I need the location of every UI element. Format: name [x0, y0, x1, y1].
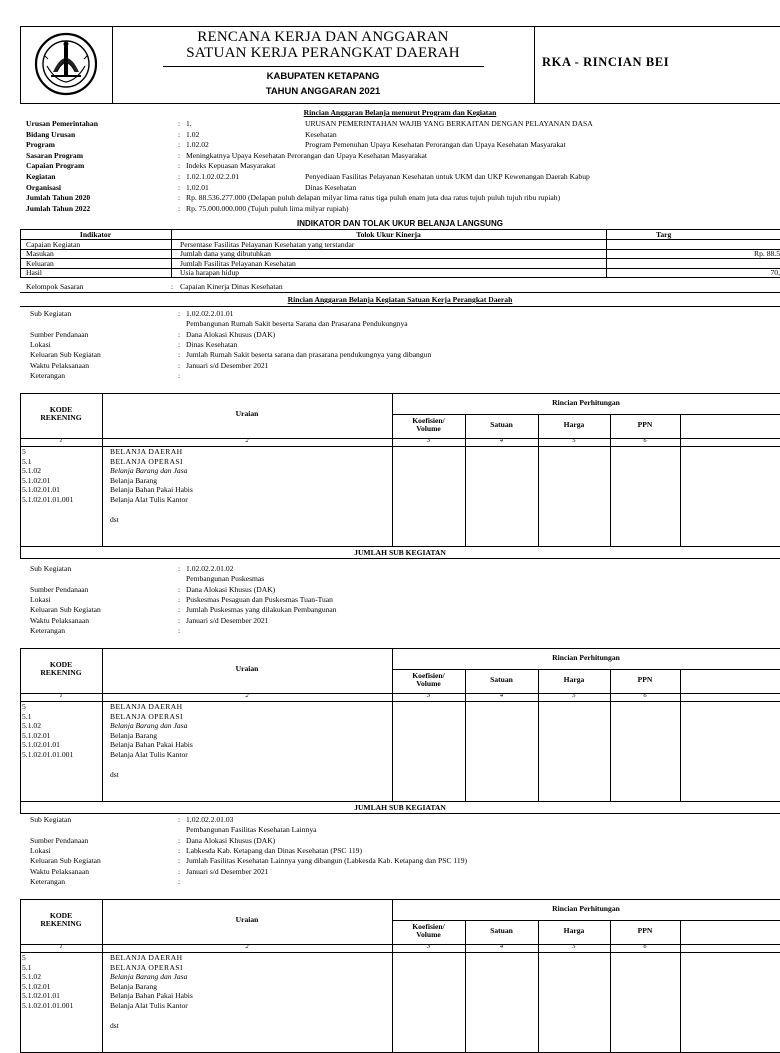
- sub-label-keterangan: Keterangan: [30, 370, 65, 380]
- rekening-header: REKENING: [40, 413, 82, 422]
- koefisien-header: Koefisien/: [412, 416, 445, 425]
- indikator-row-tolak: Jumlah dana yang dibutuhkan: [180, 249, 271, 258]
- belanja-uraian: Belanja Alat Tulis Kantor: [110, 495, 188, 504]
- column-number: 2: [245, 692, 249, 699]
- rincian-header: Rincian Perhitungan: [552, 653, 620, 662]
- col-target: Targ: [656, 230, 672, 239]
- sub-value-lokasi: Dinas Kesehatan: [186, 339, 238, 349]
- colon: :: [178, 172, 181, 181]
- belanja-kode: 5.1.02: [22, 721, 41, 731]
- column-number: 1: [59, 437, 63, 444]
- colon: :: [178, 584, 181, 594]
- colon: :: [178, 594, 181, 604]
- sub-label-waktu: Waktu Pelaksanaan: [30, 866, 90, 876]
- colon: :: [178, 150, 181, 160]
- program-row-label: Program: [26, 140, 55, 150]
- belanja-uraian: Belanja Barang dan Jasa: [110, 972, 188, 982]
- column-number: 6: [643, 437, 647, 444]
- program-row-label: Kegiatan: [26, 172, 56, 181]
- kelompok-value: Capaian Kinerja Dinas Kesehatan: [180, 282, 283, 291]
- indikator-row-name: Keluaran: [26, 258, 54, 268]
- belanja-kode: 5.1.02: [22, 972, 41, 982]
- indikator-row-tolak: Jumlah Fasilitas Pelayanan Kesehatan: [180, 258, 296, 268]
- colon: :: [171, 282, 174, 291]
- kode-header: KODE: [49, 911, 73, 920]
- sub-value-keluaran: Jumlah Fasilitas Kesehatan Lainnya yang dibangun (Labkesda Kab. Ketapang dan PSC 119): [186, 856, 468, 866]
- indikator-row-name: Hasil: [26, 268, 43, 277]
- program-heading: Rincian Anggaran Belanja menurut Program dan Kegiatan: [303, 108, 497, 117]
- koefisien-header: Koefisien/: [412, 922, 445, 931]
- colon: :: [178, 866, 181, 876]
- sub-label-lokasi: Lokasi: [30, 339, 51, 349]
- dst-text: dst: [110, 1020, 119, 1030]
- sub-label-lokasi: Lokasi: [30, 845, 51, 855]
- rekening-header: REKENING: [40, 668, 82, 677]
- program-row-value: URUSAN PEMERINTAHAN WAJIB YANG BERKAITAN DENGAN PELAYANAN DASA: [305, 119, 593, 128]
- colon: :: [178, 161, 181, 171]
- colon: :: [178, 876, 181, 886]
- uraian-header: Uraian: [235, 409, 259, 418]
- rincian-heading: Rincian Anggaran Belanja Kegiatan Satuan Kerja Perangkat Daerah: [287, 295, 513, 304]
- belanja-uraian: Belanja Bahan Pakai Habis: [110, 991, 193, 1001]
- colon: :: [178, 370, 181, 380]
- colon: :: [178, 182, 181, 192]
- colon: :: [178, 350, 181, 360]
- sub-value-keluaran: Jumlah Rumah Sakit beserta sarana dan prasarana pendukungnya yang dibangun: [186, 350, 432, 360]
- document-page: [20, 26, 780, 1036]
- belanja-kode: 5.1.02.01.01: [22, 740, 60, 750]
- sub-label-keluaran: Keluaran Sub Kegiatan: [30, 350, 101, 360]
- program-row-code: 1.: [186, 119, 192, 128]
- belanja-uraian: Belanja Barang dan Jasa: [110, 721, 188, 731]
- belanja-kode: 5.1.02.01.01: [22, 991, 60, 1001]
- column-number: 5: [572, 943, 576, 950]
- program-row-code: Indeks Kepuasan Masyarakat: [186, 161, 276, 171]
- ppn-header: PPN: [637, 926, 653, 935]
- belanja-kode: 5.1.02.01.01.001: [22, 750, 74, 759]
- column-number: 6: [643, 943, 647, 950]
- program-row-label: Sasaran Program: [26, 150, 84, 160]
- program-row-code: 1.02.01: [186, 182, 209, 192]
- colon: :: [178, 625, 181, 635]
- column-number: 2: [245, 437, 249, 444]
- belanja-uraian: Belanja Bahan Pakai Habis: [110, 485, 193, 495]
- rincian-header: Rincian Perhitungan: [552, 398, 620, 407]
- colon: :: [178, 815, 181, 824]
- belanja-kode: 5.1: [22, 962, 32, 972]
- belanja-kode: 5.1.02.01: [22, 475, 51, 485]
- sub-label-sumber: Sumber Pendanaan: [30, 584, 89, 594]
- column-number: 4: [499, 437, 504, 444]
- belanja-kode: 5.1.02: [22, 466, 41, 476]
- belanja-uraian: Belanja Bahan Pakai Habis: [110, 740, 193, 750]
- column-number: 5: [572, 692, 576, 699]
- colon: :: [178, 339, 181, 349]
- ppn-header: PPN: [637, 675, 653, 684]
- sub-value-name: Pembangunan Fasilitas Kesehatan Lainnya: [186, 825, 317, 835]
- satuan-header: Satuan: [490, 675, 513, 684]
- belanja-kode: 5.1.02.01.01: [22, 485, 60, 495]
- belanja-uraian: Belanja Alat Tulis Kantor: [110, 750, 188, 759]
- rka-label: RKA - RINCIAN BEI: [542, 55, 670, 69]
- belanja-kode: 5: [22, 447, 26, 456]
- colon: :: [178, 564, 181, 573]
- program-row-label: Jumlah Tahun 2022: [26, 203, 91, 213]
- sub-value-code: 1.02.02.2.01.01: [186, 309, 234, 318]
- sub-value-waktu: Januari s/d Desember 2021: [186, 615, 269, 625]
- dst-text: dst: [110, 514, 119, 524]
- satuan-header: Satuan: [490, 420, 513, 429]
- sub-value-lokasi: Labkesda Kab. Ketapang dan Dinas Kesehatan (PSC 119): [186, 845, 363, 855]
- belanja-kode: 5: [22, 953, 26, 962]
- sub-label-lokasi: Lokasi: [30, 594, 51, 604]
- colon: :: [178, 835, 181, 845]
- sub-value-sumber: Dana Alokasi Khusus (DAK): [186, 329, 276, 339]
- belanja-kode: 5.1: [22, 456, 32, 466]
- volume-header: Volume: [416, 424, 441, 433]
- indikator-row-tolak: Persentase Fasilitas Pelayanan Kesehatan yang terstandar: [180, 239, 355, 249]
- sub-value-code: 1.02.02.2.01.03: [186, 815, 234, 824]
- column-number: 2: [245, 943, 249, 950]
- volume-header: Volume: [416, 930, 441, 939]
- belanja-uraian: BELANJA OPERASI: [110, 962, 183, 972]
- sub-value-name: Pembangunan Puskesmas: [186, 574, 265, 584]
- title-line1: RENCANA KERJA DAN ANGGARAN: [197, 29, 449, 45]
- belanja-kode: 5: [22, 702, 26, 711]
- colon: :: [178, 329, 181, 339]
- column-number: 6: [643, 692, 647, 699]
- belanja-uraian: BELANJA DAERAH: [110, 953, 183, 962]
- volume-header: Volume: [416, 679, 441, 688]
- program-row-code: Rp. 88.536.277.000 (Delapan puluh delapan milyar lima ratus tiga puluh enam juta dua ratus tujuh puluh tujuh ribu rupiah): [186, 193, 561, 203]
- sub-value-sumber: Dana Alokasi Khusus (DAK): [186, 584, 276, 594]
- title-line2: SATUAN KERJA PERANGKAT DAERAH: [186, 45, 460, 61]
- belanja-kode: 5.1.02.01.01.001: [22, 1001, 74, 1010]
- ppn-header: PPN: [637, 420, 653, 429]
- koefisien-header: Koefisien/: [412, 671, 445, 680]
- column-number: 5: [572, 437, 576, 444]
- belanja-uraian: BELANJA DAERAH: [110, 447, 183, 456]
- program-row-value: Dinas Kesehatan: [305, 182, 357, 192]
- sub-label-sumber: Sumber Pendanaan: [30, 329, 89, 339]
- indikator-row-target: Rp. 88.5: [754, 249, 780, 258]
- sub-value-waktu: Januari s/d Desember 2021: [186, 360, 269, 370]
- program-row-code: Rp. 75.000.000.000 (Tujuh puluh lima milyar rupiah): [186, 203, 349, 213]
- colon: :: [178, 119, 181, 128]
- program-row-label: Jumlah Tahun 2020: [26, 193, 91, 203]
- colon: :: [178, 203, 181, 213]
- sub-label-keluaran: Keluaran Sub Kegiatan: [30, 856, 101, 866]
- column-number: 1: [59, 692, 63, 699]
- kode-header: KODE: [49, 660, 73, 669]
- indikator-row-tolak: Usia harapan hidup: [180, 268, 240, 277]
- column-number: 4: [499, 943, 504, 950]
- colon: :: [178, 193, 181, 203]
- belanja-kode: 5.1.02.01: [22, 730, 51, 740]
- program-row-label: Urusan Pemerintahan: [26, 119, 98, 128]
- sub-label-sub_kegiatan: Sub Kegiatan: [30, 309, 72, 318]
- indikator-row-name: Masukan: [26, 249, 54, 258]
- belanja-uraian: Belanja Barang: [110, 981, 158, 991]
- belanja-uraian: Belanja Alat Tulis Kantor: [110, 1001, 188, 1010]
- harga-header: Harga: [563, 926, 585, 935]
- sub-label-sub_kegiatan: Sub Kegiatan: [30, 564, 72, 573]
- belanja-uraian: Belanja Barang: [110, 475, 158, 485]
- rka-sheet: [20, 26, 780, 1036]
- belanja-uraian: BELANJA OPERASI: [110, 456, 183, 466]
- colon: :: [178, 309, 181, 318]
- uraian-header: Uraian: [235, 664, 259, 673]
- program-row-code: 1.02.1.02.02.2.01: [186, 172, 240, 181]
- colon: :: [178, 615, 181, 625]
- program-row-label: Organisasi: [26, 182, 62, 192]
- rekening-header: REKENING: [40, 919, 82, 928]
- sub-label-keterangan: Keterangan: [30, 876, 65, 886]
- colon: :: [178, 129, 181, 139]
- indikator-row-target: 70,: [770, 268, 780, 277]
- sub-value-waktu: Januari s/d Desember 2021: [186, 866, 269, 876]
- program-row-value: Kesehatan: [305, 129, 337, 139]
- column-number: 3: [426, 692, 431, 699]
- sub-label-sub_kegiatan: Sub Kegiatan: [30, 815, 72, 824]
- sub-value-code: 1.02.02.2.01.02: [186, 564, 234, 573]
- belanja-kode: 5.1.02.01: [22, 981, 51, 991]
- belanja-kode: 5.1: [22, 711, 32, 721]
- sub-value-name: Pembangunan Rumah Sakit beserta Sarana dan Prasarana Pendukungnya: [186, 319, 408, 329]
- colon: :: [178, 605, 181, 615]
- regency-emblem: [33, 32, 99, 96]
- colon: :: [178, 140, 181, 150]
- belanja-uraian: Belanja Barang dan Jasa: [110, 466, 188, 476]
- jumlah-sub-kegiatan: JUMLAH SUB KEGIATAN: [354, 548, 446, 557]
- harga-header: Harga: [563, 420, 585, 429]
- program-row-label: Bidang Urusan: [26, 129, 76, 139]
- col-indikator: Indikator: [79, 230, 112, 239]
- subtitle-line1: KABUPATEN KETAPANG: [266, 71, 380, 82]
- indikator-row-name: Capaian Kegiatan: [26, 239, 81, 249]
- kelompok-label: Kelompok Sasaran: [26, 282, 84, 291]
- program-row-code: Meningkatnya Upaya Kesehatan Perorangan dan Upaya Kesehatan Masyarakat: [186, 150, 428, 160]
- kode-header: KODE: [49, 405, 73, 414]
- uraian-header: Uraian: [235, 915, 259, 924]
- sub-label-sumber: Sumber Pendanaan: [30, 835, 89, 845]
- belanja-uraian: Belanja Barang: [110, 730, 158, 740]
- sub-value-sumber: Dana Alokasi Khusus (DAK): [186, 835, 276, 845]
- colon: :: [178, 845, 181, 855]
- harga-header: Harga: [563, 675, 585, 684]
- column-number: 3: [426, 943, 431, 950]
- sub-label-keluaran: Keluaran Sub Kegiatan: [30, 605, 101, 615]
- indikator-heading: INDIKATOR DAN TOLAK UKUR BELANJA LANGSUNG: [297, 219, 503, 228]
- rincian-header: Rincian Perhitungan: [552, 904, 620, 913]
- belanja-uraian: BELANJA OPERASI: [110, 711, 183, 721]
- sub-value-lokasi: Puskesmas Pesaguan dan Puskesmas Tuan-Tuan: [186, 594, 333, 604]
- sub-label-waktu: Waktu Pelaksanaan: [30, 360, 90, 370]
- sub-value-keluaran: Jumlah Puskesmas yang dilakukan Pembangunan: [186, 605, 337, 615]
- subtitle-line2: TAHUN ANGGARAN 2021: [265, 86, 381, 97]
- sub-label-waktu: Waktu Pelaksanaan: [30, 615, 90, 625]
- program-row-value: Program Pemenuhan Upaya Kesehatan Perorangan dan Upaya Kesehatan Masyarakat: [305, 140, 566, 150]
- colon: :: [178, 360, 181, 370]
- satuan-header: Satuan: [490, 926, 513, 935]
- dst-text: dst: [110, 769, 119, 779]
- col-tolak: Tolok Ukur Kinerja: [356, 230, 421, 239]
- program-row-value: Penyediaan Fasilitas Pelayanan Kesehatan untuk UKM dan UKP Kewenangan Daerah Kabup: [305, 172, 590, 181]
- belanja-uraian: BELANJA DAERAH: [110, 702, 183, 711]
- program-row-label: Capaian Program: [26, 161, 85, 171]
- sub-label-keterangan: Keterangan: [30, 625, 65, 635]
- program-row-code: 1.02: [186, 129, 200, 139]
- program-row-code: 1.02.02: [186, 140, 209, 150]
- belanja-kode: 5.1.02.01.01.001: [22, 495, 74, 504]
- colon: :: [178, 856, 181, 866]
- column-number: 4: [499, 692, 504, 699]
- column-number: 3: [426, 437, 431, 444]
- jumlah-sub-kegiatan: JUMLAH SUB KEGIATAN: [354, 803, 446, 812]
- column-number: 1: [59, 943, 63, 950]
